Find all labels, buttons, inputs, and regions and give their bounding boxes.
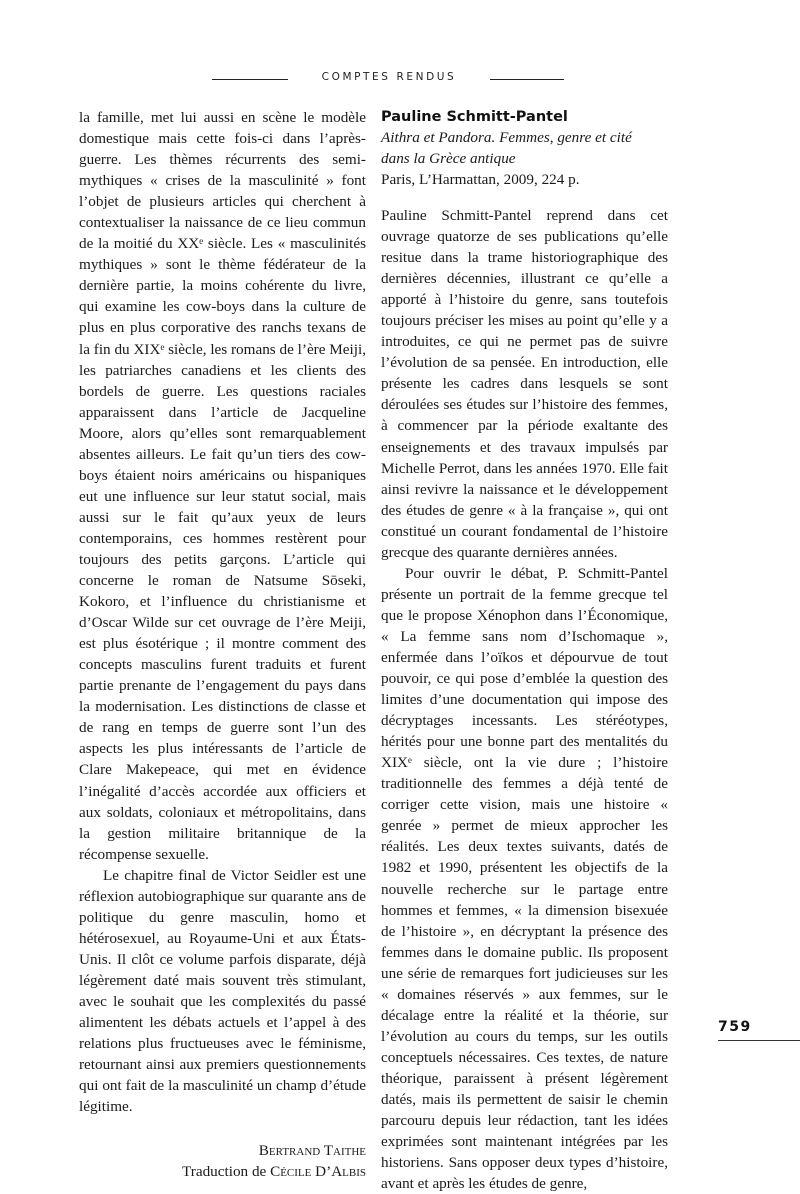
left-paragraph-2: Le chapitre final de Victor Seidler est une réflexion autobiographique sur quarante ans de politique du genre masculin, homo et hétérosexuel, au Royaume-Uni et aux États-Unis. Il clôt ce volume parfois disparate, déjà légèrement daté mais souvent très stimulant, avec le souhait que les complexités du passé alimentent les débats actuels et l’appel à des relations plus fructueuses avec le féminisme, retournant ainsi aux premiers questionnements qui ont fait de la masculinité un champ d’étude légitime. — [79, 866, 366, 1116]
reviewer-name: Bertrand Taithe — [258, 1142, 366, 1160]
header-title: COMPTES RENDUS — [321, 71, 457, 83]
right-column — [381, 107, 668, 1194]
page-number-rule — [718, 1040, 800, 1041]
page-number: 759 — [718, 1019, 752, 1035]
left-paragraph-1: la famille, met lui aussi en scène le modèle domestique mais cette fois-ci dans l’après-guerre. Les thèmes récurrents des semi-mythiques « crises de la masculinité » font l’objet de plusieurs articles qui cherchent à contextualiser la naissance de ce lieu commun de la moitié du XXᵉ siècle. Les « masculinités mythiques » sont le thème fédérateur de la dernière partie, la moins cohérente du livre, qui examine les cow-boys dans la culture de plus en plus corporative des ranchs texans de la fin du XIXᵉ siècle, les romans de l’ère Meiji, les patriarches canadiens et les clients des bordels de guerre. Les questions raciales apparaissent dans l’article de Jacqueline Moore, alors qu’elles sont remarquablement absentes ailleurs. Le fait qu’un tiers des cow-boys étaient noirs américains ou hispaniques eut une influence sur leur statut social, mais aussi sur le fait qu’aux yeux de leurs contemporains, ces hommes restèrent pour toujours des petits garçons. L’article qui concerne le roman de Natsume Sōseki, Kokoro, et l’influence du christianisme et d’Oscar Wilde sur cet ouvrage de l’ère Meiji, est plus ésotérique ; il montre comment des concepts masculins furent traduits et furent partie prenante de l’engagement du pays dans la modernisation. Les distinctions de classe et de rang en temps de guerre sont l’un des aspects les plus intéressants de l’article de Clare Makepeace, qui met en évidence l’inégalité d’accès accordée aux officiers et aux soldats, coloniaux et métropolitains, dans la gestion militaire britannique de la récompense sexuelle. — [79, 109, 366, 863]
left-column — [79, 107, 366, 1182]
publication-info: Paris, L’Harmattan, 2009, 224 p. — [381, 171, 580, 188]
header-rule-right — [490, 79, 564, 80]
right-paragraph-1: Pauline Schmitt-Pantel reprend dans cet ouvrage quatorze de ses publications qu’elle resitue dans la trame historiographique des dernières décennies, illustrant ce qu’elle a apporté à l’histoire du genre, sans toutefois toujours préciser les mises au point qu’elle y a introduites, ce qui ne permet pas de suivre l’évolution de sa pensée. En introduction, elle présente les cadres dans lesquels se sont déroulées ses études sur l’histoire des femmes, à commencer par la période exaltante des enseignements et des travaux impulsés par Michelle Perrot, dans les années 1970. Elle fait ainsi revivre la naissance et le développement des études de genre « à la française », qui ont constitué un courant fondamental de l’histoire grecque des quarante dernières années. — [381, 207, 668, 561]
header-rule-left — [212, 79, 288, 80]
review-signature — [79, 1140, 366, 1182]
translator-line — [79, 1161, 366, 1182]
book-title-line-1: Aithra et Pandora. Femmes, genre et cité — [381, 129, 632, 146]
review-heading — [381, 107, 668, 190]
book-title-line-2: dans la Grèce antique — [381, 150, 516, 167]
translator-name: Cécile D’Albis — [270, 1163, 366, 1181]
reviewed-author: Pauline Schmitt-Pantel — [381, 109, 568, 125]
right-paragraph-2: Pour ouvrir le débat, P. Schmitt-Pantel présente un portrait de la femme grecque tel que le propose Xénophon dans l’Économique, « La femme sans nom d’Ischomaque », enfermée dans l’oïkos et dépourvue de tout pouvoir, ce qui pose d’emblée la question des limites d’une documentation qui impose des décryptages incessants. Les stéréotypes, hérités pour une bonne part des mentalités du XIXᵉ siècle, ont la vie dure ; l’histoire traditionnelle des femmes a déjà tenté de corriger cette vision, mais une histoire « genrée » permet de mieux approcher les réalités. Les deux textes suivants, datés de 1982 et 1990, présentent les objectifs de la nouvelle recherche sur le partage entre hommes et femmes, « la dimension bisexuée de l’histoire », en décryptant la présence des femmes dans le domaine public. Ils proposent une série de remarques fort judicieuses sur les « domaines réservés » aux femmes, sur le décalage entre la réalité et la théorie, sur l’évolution au cours du temps, sur les outils conceptuels nécessaires. Ces textes, de nature théorique, paraissent à présent légèrement datés, mais ils permettent de saisir le chemin parcouru depuis leur rédaction, tant les idées exprimées sont maintenant intégrées par les historiens. Sans opposer deux types d’histoire, avant et après les études de genre, — [381, 564, 668, 1193]
running-header — [0, 70, 800, 90]
translation-prefix: Traduction de — [182, 1163, 267, 1181]
